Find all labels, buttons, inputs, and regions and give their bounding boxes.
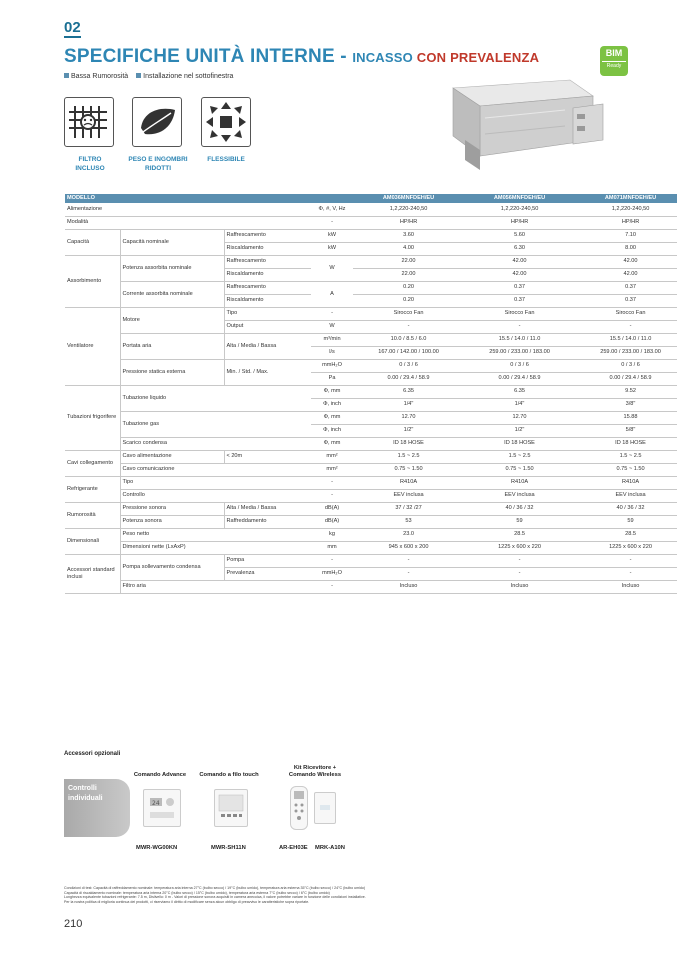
cell: -: [575, 320, 677, 333]
row-unit: kW: [311, 242, 353, 255]
accessory-code: AR-EH03E: [279, 845, 308, 851]
cell: 259.00 / 233.00 / 183.00: [575, 346, 677, 359]
row-unit: -: [311, 476, 353, 489]
accessory-name: [282, 765, 348, 779]
cell: 0.00 / 29.4 / 58.9: [575, 372, 677, 385]
feature-list: [64, 73, 239, 80]
table-header-row: [65, 194, 677, 203]
cell: -: [464, 320, 575, 333]
cell: 4.00: [353, 242, 464, 255]
row-unit: Φ, #, V, Hz: [311, 203, 353, 216]
row-unit: Φ, mm: [311, 437, 353, 450]
cell: 12.70: [353, 411, 464, 424]
cell: -: [353, 320, 464, 333]
flexible-arrows-icon: [201, 97, 251, 147]
cell: 1.5 ~ 2.5: [575, 450, 677, 463]
cell: 10.0 / 8.5 / 6.0: [353, 333, 464, 346]
sub-label: Cavo alimentazione: [120, 450, 224, 463]
cell: 0.00 / 29.4 / 58.9: [464, 372, 575, 385]
cell: 259.00 / 233.00 / 183.00: [464, 346, 575, 359]
row-unit: Φ, mm: [311, 411, 353, 424]
row-label: Min. / Std. / Max.: [224, 359, 311, 385]
bullet-square-icon: [64, 73, 69, 78]
table-row: [65, 411, 677, 424]
accessory-name-line2: Comando Wireless: [288, 772, 342, 778]
row-label: < 20m: [224, 450, 311, 463]
cell: 12.70: [464, 411, 575, 424]
accessory-code: MWR-WG00KN: [136, 845, 178, 851]
cell: -: [575, 554, 677, 567]
cell: 0.37: [464, 281, 575, 294]
table-row: [65, 528, 677, 541]
cell: 7.10: [575, 229, 677, 242]
section-number: 02: [64, 19, 81, 36]
group-label: Ventilatore: [65, 307, 120, 385]
cell: 9.52: [575, 385, 677, 398]
sub-label: Dimensioni nette (LxAxP): [120, 541, 311, 554]
group-label: Assorbimento: [65, 255, 120, 307]
title-sub-prevalenza: CON PREVALENZA: [416, 50, 540, 65]
group-label: Tubazioni frigorifere: [65, 385, 120, 450]
row-unit: m³/min: [311, 333, 353, 346]
table-row: [65, 489, 677, 502]
cell: -: [464, 567, 575, 580]
cell: 1225 x 600 x 220: [575, 541, 677, 554]
table-row: [65, 359, 677, 372]
indoor-unit-image: [445, 78, 605, 176]
cell: -: [353, 554, 464, 567]
bullet-square-icon: [136, 73, 141, 78]
cell: 0.20: [353, 294, 464, 307]
row-label: Riscaldamento: [224, 294, 311, 307]
controls-side-label-line1: Controlli: [68, 785, 97, 792]
row-unit: W: [311, 320, 353, 333]
row-unit: mm: [311, 541, 353, 554]
cell: 22.00: [353, 268, 464, 281]
row-unit: -: [311, 489, 353, 502]
leaf-icon: [132, 97, 182, 147]
sub-label: Scarico condensa: [120, 437, 311, 450]
accessory-name: Comando a filo touch: [199, 772, 259, 778]
sub-label: Pressione sonora: [120, 502, 224, 515]
row-label: Tipo: [224, 307, 311, 320]
sub-label: Portata aria: [120, 333, 224, 359]
cell: 1/4": [464, 398, 575, 411]
cell: 0.37: [575, 281, 677, 294]
cell: ID 18 HOSE: [575, 437, 677, 450]
cell: 28.5: [464, 528, 575, 541]
group-label: Refrigerante: [65, 476, 120, 502]
table-row: [65, 515, 677, 528]
spec-table: [65, 194, 677, 594]
wireless-remote-image: [290, 786, 308, 830]
touch-controller-image: [214, 789, 248, 827]
flexible-label-line1: FLESSIBILE: [207, 156, 245, 163]
cell: 42.00: [575, 268, 677, 281]
header-model-3: AM071MNFDEH/EU: [575, 194, 677, 203]
table-row: [65, 281, 677, 294]
row-label: Pompa: [224, 554, 311, 567]
table-row: [65, 333, 677, 346]
row-unit: kW: [311, 229, 353, 242]
sub-label: Pressione statica esterna: [120, 359, 224, 385]
cell: 0 / 3 / 6: [575, 359, 677, 372]
title-main: SPECIFICHE UNITÀ INTERNE -: [64, 46, 353, 67]
sub-label: Peso netto: [120, 528, 311, 541]
cell: 15.88: [575, 411, 677, 424]
row-label: Riscaldamento: [224, 268, 311, 281]
cell: 1/4": [353, 398, 464, 411]
note-line: Capacità di riscaldamento nominale: temperatura aria interna 20°C (bulbo secco) / 15°C (bulbo umido), temperatura aria esterna 7°C (bulbo secco) / 6°C (bulbo umido): [64, 890, 330, 895]
cell: 1,2,220-240,50: [353, 203, 464, 216]
accessory-code: MWR-SH11N: [211, 845, 246, 851]
row-label: Output: [224, 320, 311, 333]
row-unit: l/s: [311, 346, 353, 359]
cell: 0.00 / 29.4 / 58.9: [353, 372, 464, 385]
sub-label: Tubazione liquido: [120, 385, 311, 411]
row-unit: Φ, mm: [311, 385, 353, 398]
cell: Sirocco Fan: [353, 307, 464, 320]
row-label: Alimentazione: [65, 203, 311, 216]
cell: ID 18 HOSE: [464, 437, 575, 450]
cell: 1/2": [353, 424, 464, 437]
test-conditions-notes: [64, 886, 624, 904]
sub-label: Pompa sollevamento condensa: [120, 554, 224, 580]
cell: Incluso: [575, 580, 677, 593]
bim-label: BIM: [605, 48, 623, 58]
cell: 42.00: [575, 255, 677, 268]
note-line: Condizioni di test: Capacità di raffreddamento nominale: temperatura aria interna 27°C (bulbo secco) / 19°C (bulbo umido), temperatura aria esterna 35°C (bulbo secco) / 24°C (bulbo umido): [64, 886, 366, 890]
group-label: Accessori standard inclusi: [65, 554, 120, 593]
cell: 15.5 / 14.0 / 11.0: [464, 333, 575, 346]
page-number: 210: [64, 918, 83, 930]
note-line: Lunghezza equivalente tubazioni refrigerante: 7.5 m, Dislivello: 0 m - Valori di pressione sonora acquisiti in camera anecoica, il valore potrebbe variare in funzione delle condizioni installative.: [64, 895, 366, 900]
cell: 0.75 ~ 1.50: [575, 463, 677, 476]
table-row: [65, 255, 677, 268]
cell: R410A: [464, 476, 575, 489]
group-label: Rumorosità: [65, 502, 120, 528]
cell: -: [464, 554, 575, 567]
cell: ID 18 HOSE: [353, 437, 464, 450]
filter-icon: [64, 97, 114, 147]
row-label: Riscaldamento: [224, 242, 311, 255]
row-unit: W: [311, 255, 353, 281]
table-row: [65, 437, 677, 450]
cell: EEV inclusa: [464, 489, 575, 502]
table-row: [65, 476, 677, 489]
cell: 6.35: [464, 385, 575, 398]
row-unit: dB(A): [311, 515, 353, 528]
row-label: Alta / Media / Bassa: [224, 333, 311, 359]
cell: 0 / 3 / 6: [353, 359, 464, 372]
cell: 28.5: [575, 528, 677, 541]
table-row: [65, 554, 677, 567]
advance-controller-image: [143, 789, 181, 827]
cell: 6.30: [464, 242, 575, 255]
row-unit: A: [311, 281, 353, 307]
row-unit: -: [311, 580, 353, 593]
sub-label: Filtro aria: [120, 580, 311, 593]
row-unit: mm²: [311, 450, 353, 463]
cell: EEV inclusa: [575, 489, 677, 502]
accessory-name-line1: Kit Ricevitore +: [293, 765, 337, 771]
accessories-title: Accessori opzionali: [64, 751, 121, 757]
cell: 42.00: [464, 255, 575, 268]
accessory-code: MRK-A10N: [315, 845, 345, 851]
row-label: Modalità: [65, 216, 311, 229]
group-label: Capacità: [65, 229, 120, 255]
weight-label: [122, 155, 194, 173]
cell: 53: [353, 515, 464, 528]
cell: 22.00: [353, 255, 464, 268]
cell: 1/2": [464, 424, 575, 437]
table-row: [65, 463, 677, 476]
feature-item: Installazione nel sottofinestra: [143, 73, 234, 80]
cell: 1225 x 600 x 220: [464, 541, 575, 554]
table-row: [65, 502, 677, 515]
feature-item: Bassa Rumorosità: [71, 73, 129, 80]
filter-label-line2: INCLUSO: [75, 165, 105, 172]
table-row: [65, 385, 677, 398]
row-unit: kg: [311, 528, 353, 541]
sub-label: Tubazione gas: [120, 411, 311, 437]
cell: 5.60: [464, 229, 575, 242]
row-unit: Pa: [311, 372, 353, 385]
cell: 59: [575, 515, 677, 528]
header-model-2: AM056MNFDEH/EU: [464, 194, 575, 203]
filter-label-line1: FILTRO: [78, 156, 102, 163]
cell: Sirocco Fan: [464, 307, 575, 320]
header-model-1: AM036MNFDEH/EU: [353, 194, 464, 203]
cell: 3.60: [353, 229, 464, 242]
table-row: [65, 203, 677, 216]
cell: 0.75 ~ 1.50: [464, 463, 575, 476]
bim-sub-label: Ready: [602, 61, 626, 70]
flexible-label: [198, 155, 254, 164]
accessory-name: Comando Advance: [133, 772, 187, 778]
sub-label: Tipo: [120, 476, 311, 489]
row-label: Raffrescamento: [224, 255, 311, 268]
cell: 1,2,220-240,50: [464, 203, 575, 216]
note-line: Per la nostra politica di miglioria continua dei prodotti, ci riserviamo il diritto di modificare senza alcun obbligo di preavviso le caratteristiche sopra riportate.: [64, 899, 310, 904]
cell: Incluso: [353, 580, 464, 593]
row-unit: mmH₂O: [311, 359, 353, 372]
table-row: [65, 307, 677, 320]
cell: HP/HR: [575, 216, 677, 229]
row-unit: -: [311, 307, 353, 320]
table-row: [65, 541, 677, 554]
cell: 23.0: [353, 528, 464, 541]
row-unit: -: [311, 216, 353, 229]
weight-label-line2: RIDOTTI: [145, 165, 171, 172]
row-label: Prevalenza: [224, 567, 311, 580]
cell: -: [575, 567, 677, 580]
row-label: Raffrescamento: [224, 229, 311, 242]
cell: 40 / 36 / 32: [575, 502, 677, 515]
cell: 1.5 ~ 2.5: [464, 450, 575, 463]
cell: HP/HR: [353, 216, 464, 229]
cell: 8.00: [575, 242, 677, 255]
cell: 37 / 32 /27: [353, 502, 464, 515]
row-unit: mmH₂O: [311, 567, 353, 580]
cell: 0.75 ~ 1.50: [353, 463, 464, 476]
controls-side-label: [68, 784, 103, 804]
cell: R410A: [575, 476, 677, 489]
table-row: [65, 216, 677, 229]
row-unit: mm²: [311, 463, 353, 476]
sub-label: Cavo comunicazione: [120, 463, 311, 476]
cell: Incluso: [464, 580, 575, 593]
sub-label: Potenza sonora: [120, 515, 224, 528]
row-unit: dB(A): [311, 502, 353, 515]
sub-label: Controllo: [120, 489, 311, 502]
sub-label: Motore: [120, 307, 224, 333]
title-sub-incasso: INCASSO: [352, 50, 417, 65]
table-row: [65, 580, 677, 593]
bim-ready-badge: [600, 46, 628, 76]
sub-label: Corrente assorbita nominale: [120, 281, 224, 307]
row-label: Raffrescamento: [224, 281, 311, 294]
cell: -: [353, 567, 464, 580]
row-label: Alta / Media / Bassa: [224, 502, 311, 515]
row-unit: Φ, inch: [311, 398, 353, 411]
page-title: [64, 46, 539, 68]
receiver-kit-image: [314, 792, 336, 824]
cell: R410A: [353, 476, 464, 489]
cell: 59: [464, 515, 575, 528]
row-unit: -: [311, 554, 353, 567]
sub-label: Potenza assorbita nominale: [120, 255, 224, 281]
row-label: Raffreddamento: [224, 515, 311, 528]
cell: 5/8": [575, 424, 677, 437]
cell: 0.20: [353, 281, 464, 294]
cell: 945 x 600 x 200: [353, 541, 464, 554]
cell: 0.37: [464, 294, 575, 307]
controls-side-label-line2: individuali: [68, 795, 103, 802]
group-label: Cavi collegamento: [65, 450, 120, 476]
header-model: MODELLO: [65, 194, 353, 203]
cell: 1.5 ~ 2.5: [353, 450, 464, 463]
cell: 15.5 / 14.0 / 11.0: [575, 333, 677, 346]
row-unit: Φ, inch: [311, 424, 353, 437]
weight-label-line1: PESO E INGOMBRI: [128, 156, 188, 163]
cell: EEV inclusa: [353, 489, 464, 502]
svg-text:24: 24: [152, 800, 160, 807]
filter-label: [64, 155, 116, 173]
table-row: [65, 450, 677, 463]
table-row: [65, 229, 677, 242]
group-label: Dimensionali: [65, 528, 120, 554]
sub-label: Capacità nominale: [120, 229, 224, 255]
cell: HP/HR: [464, 216, 575, 229]
cell: 0.37: [575, 294, 677, 307]
cell: 42.00: [464, 268, 575, 281]
cell: 1,2,220-240,50: [575, 203, 677, 216]
cell: 3/8": [575, 398, 677, 411]
cell: 40 / 36 / 32: [464, 502, 575, 515]
cell: 0 / 3 / 6: [464, 359, 575, 372]
cell: 6.35: [353, 385, 464, 398]
cell: 167.00 / 142.00 / 100.00: [353, 346, 464, 359]
cell: Sirocco Fan: [575, 307, 677, 320]
